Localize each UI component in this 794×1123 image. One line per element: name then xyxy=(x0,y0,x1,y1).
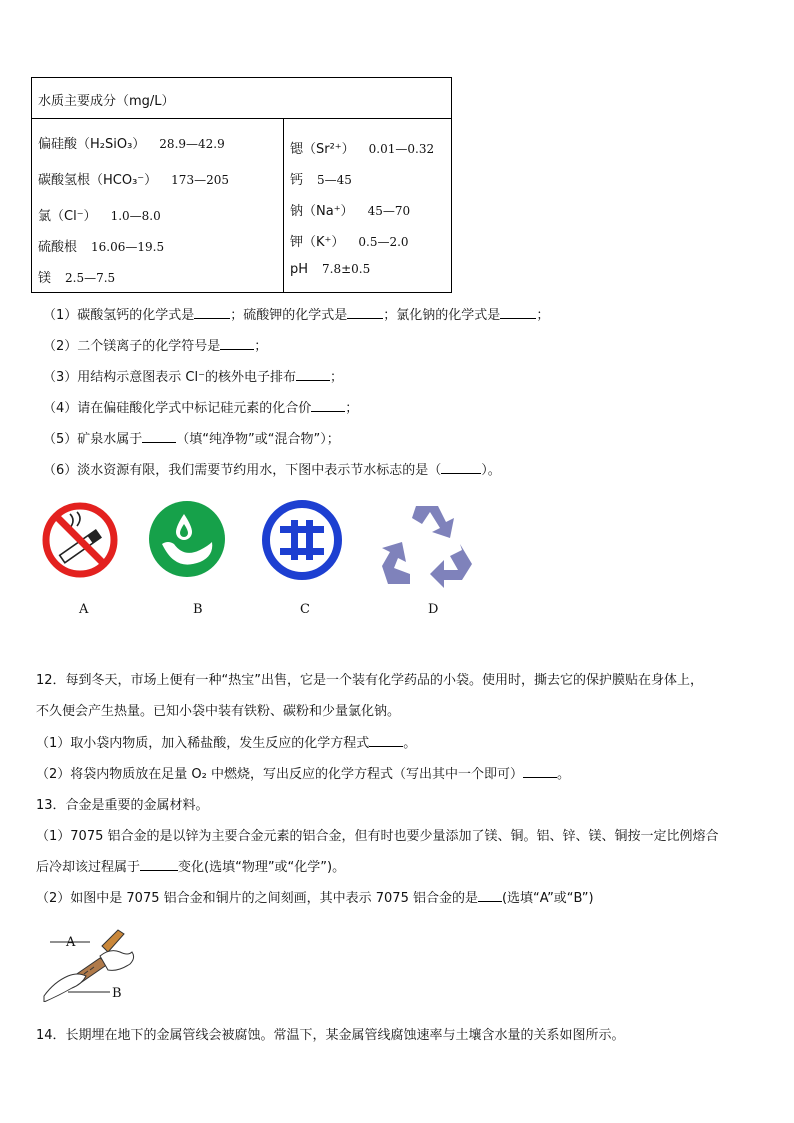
component-value: 0.01—0.32 xyxy=(368,142,435,156)
question-text: 变化(选填“物理”或“化学”)。 xyxy=(178,860,346,875)
question-4 xyxy=(43,397,358,416)
recycling-sign-icon[interactable] xyxy=(380,500,476,590)
question-text: ； xyxy=(345,401,359,416)
question-text: (选填“A”或“B”) xyxy=(501,891,594,906)
component-name: 硫酸根 xyxy=(38,240,78,255)
table-divider xyxy=(283,118,284,292)
answer-blank[interactable] xyxy=(478,901,502,902)
answer-blank[interactable] xyxy=(194,318,230,319)
component-value: 0.5—2.0 xyxy=(358,235,409,249)
component-name: 锶（Sr²⁺） xyxy=(290,142,355,157)
no-smoking-sign-icon[interactable] xyxy=(40,500,120,580)
answer-blank[interactable] xyxy=(369,746,403,747)
table-row xyxy=(290,262,370,277)
answer-blank[interactable] xyxy=(347,318,383,319)
ring-symbol-sign-icon[interactable] xyxy=(260,498,344,582)
sign-label-d: D xyxy=(428,602,439,617)
answer-blank[interactable] xyxy=(140,870,178,871)
q13-sub2 xyxy=(36,887,594,906)
table-row xyxy=(290,169,352,188)
component-value: 7.8±0.5 xyxy=(322,262,371,276)
answer-blank[interactable] xyxy=(220,349,254,350)
q12-line2: 不久便会产生热量。已知小袋中装有铁粉、碳粉和少量氯化钠。 xyxy=(36,704,401,719)
component-name: 钙 xyxy=(290,173,304,188)
q12-sub2 xyxy=(36,763,570,782)
component-name: 碳酸氢根（HCO₃⁻） xyxy=(38,173,158,188)
question-text: ； xyxy=(329,370,343,385)
component-value: 16.06—19.5 xyxy=(91,240,165,254)
q13-sub1-line2 xyxy=(36,856,345,875)
component-value: 28.9—42.9 xyxy=(159,137,225,151)
table-row xyxy=(38,133,225,152)
component-value: 45—70 xyxy=(367,204,411,218)
question-text: （2）如图中是 7075 铝合金和铜片的之间刻画，其中表示 7075 铝合金的是 xyxy=(36,891,478,906)
component-name: 钾（K⁺） xyxy=(290,235,345,250)
sign-label-c: C xyxy=(300,602,310,617)
question-text: （4）请在偏硅酸化学式中标记硅元素的化合价 xyxy=(43,401,312,416)
answer-blank[interactable] xyxy=(296,380,330,381)
question-text: ； xyxy=(536,308,550,323)
question-text: 。 xyxy=(556,767,570,782)
table-row xyxy=(290,138,434,157)
component-value: 5—45 xyxy=(317,173,352,187)
table-row xyxy=(290,231,409,250)
q13-sub1-line1: （1）7075 铝合金的是以锌为主要合金元素的铝合金，但有时也要少量添加了镁、铜。铝、锌、镁、铜按一定比例熔合 xyxy=(36,829,719,844)
question-text: （2）二个镁离子的化学符号是 xyxy=(43,339,221,354)
answer-blank[interactable] xyxy=(441,473,481,474)
q12-sub1 xyxy=(36,732,416,751)
water-composition-table xyxy=(31,77,452,293)
q14-line1: 14．长期埋在地下的金属管线会被腐蚀。常温下，某金属管线腐蚀速率与土壤含水量的关系如图所示。 xyxy=(36,1028,625,1043)
component-name: 镁 xyxy=(38,271,52,286)
table-row xyxy=(38,205,161,224)
table-row xyxy=(290,200,410,219)
water-saving-sign-icon[interactable] xyxy=(148,500,226,578)
component-value: 173—205 xyxy=(171,173,229,187)
label-a: A xyxy=(66,935,76,950)
question-3 xyxy=(43,366,343,385)
question-1 xyxy=(43,304,549,323)
question-text: （填“纯净物”或“混合物”）； xyxy=(176,432,340,447)
question-2 xyxy=(43,335,267,354)
label-b: B xyxy=(112,986,122,1001)
answer-blank[interactable] xyxy=(311,411,345,412)
table-row xyxy=(38,236,164,255)
table-header xyxy=(32,78,451,119)
table-row xyxy=(38,267,115,286)
question-text: （3）用结构示意图表示 Cl⁻的核外电子排布 xyxy=(43,370,296,385)
component-value: 2.5—7.5 xyxy=(65,271,116,285)
question-text: ）。 xyxy=(481,463,501,478)
table-row xyxy=(38,169,229,188)
question-text: ；氯化钠的化学式是 xyxy=(383,308,501,323)
q13-line1: 13．合金是重要的金属材料。 xyxy=(36,798,209,813)
question-5 xyxy=(43,428,340,447)
answer-blank[interactable] xyxy=(500,318,536,319)
component-value: 1.0—8.0 xyxy=(110,209,161,223)
question-text: （2）将袋内物质放在足量 O₂ 中燃烧，写出反应的化学方程式（写出其中一个即可） xyxy=(36,767,523,782)
q12-line1: 12．每到冬天，市场上便有一种“热宝”出售，它是一个装有化学药品的小袋。使用时，撕去它的保护膜贴在身体上， xyxy=(36,673,704,688)
table-header-label: 水质主要成分（mg/L） xyxy=(38,94,175,109)
question-text: （6）淡水资源有限，我们需要节约用水，下图中表示节水标志的是（ xyxy=(43,463,442,478)
component-name: pH xyxy=(290,262,309,277)
question-text: 。 xyxy=(403,736,417,751)
component-name: 氯（Cl⁻） xyxy=(38,209,97,224)
component-name: 钠（Na⁺） xyxy=(290,204,354,219)
answer-blank[interactable] xyxy=(523,777,557,778)
sign-label-b: B xyxy=(193,602,203,617)
answer-blank[interactable] xyxy=(142,442,176,443)
question-text: ；硫酸钾的化学式是 xyxy=(230,308,348,323)
question-text: ； xyxy=(254,339,268,354)
question-text: 后冷却该过程属于 xyxy=(36,860,141,875)
question-text: （1）取小袋内物质，加入稀盐酸，发生反应的化学方程式 xyxy=(36,736,370,751)
scratch-test-figure xyxy=(38,926,138,1002)
question-text: （1）碳酸氢钙的化学式是 xyxy=(43,308,195,323)
question-text: （5）矿泉水属于 xyxy=(43,432,143,447)
sign-label-a: A xyxy=(79,602,89,617)
question-6 xyxy=(43,459,501,478)
component-name: 偏硅酸（H₂SiO₃） xyxy=(38,137,146,152)
